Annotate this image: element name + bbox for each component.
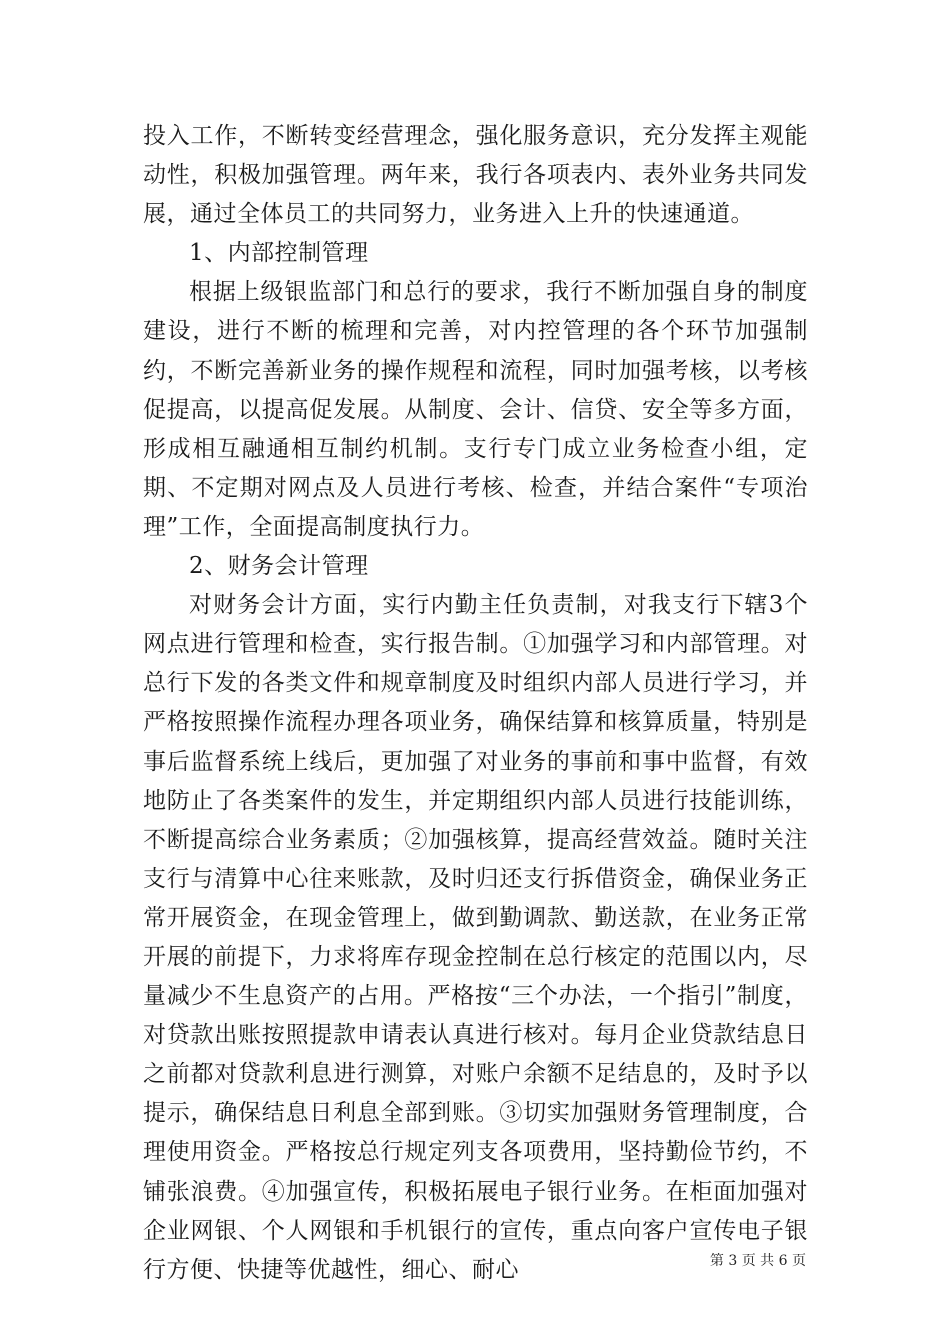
paragraph-internal-control: 根据上级银监部门和总行的要求，我行不断加强自身的制度建设，进行不断的梳理和完善，对内控管理的各个环节加强制约，不断完善新业务的操作规程和流程，同时加强考核，以考核促提高，以提高促发展。从制度、会计、信贷、安全等多方面，形成相互融通相互制约机制。支行专门成立业务检查小组，定期、不定期对网点及人员进行考核、检查，并结合案件“专项治理”工作，全面提高制度执行力。	[143, 279, 808, 540]
paragraph-intro-continuation: 投入工作，不断转变经营理念，强化服务意识，充分发挥主观能动性，积极加强管理。两年来，我行各项表内、表外业务共同发展，通过全体员工的共同努力，业务进入上升的快速通道。	[143, 123, 808, 228]
section-heading-finance-accounting: 2、财务会计管理	[189, 553, 369, 580]
paragraph-finance-accounting: 对财务会计方面，实行内勤主任负责制，对我支行下辖3个网点进行管理和检查，实行报告制。①加强学习和内部管理。对总行下发的各类文件和规章制度及时组织内部人员进行学习，并严格按照操作流程办理各项业务，确保结算和核算质量，特别是事后监督系统上线后，更加强了对业务的事前和事中监督，有效地防止了各类案件的发生，并定期组织内部人员进行技能训练，不断提高综合业务素质；②加强核算，提高经营效益。随时关注支行与清算中心往来账款，及时归还支行拆借资金，确保业务正常开展资金，在现金管理上，做到勤调款、勤送款，在业务正常开展的前提下，力求将库存现金控制在总行核定的范围以内，尽量减少不生息资产的占用。严格按“三个办法，一个指引”制度，对贷款出账按照提款申请表认真进行核对。每月企业贷款结息日之前都对贷款利息进行测算，对账户余额不足结息的，及时予以提示，确保结息日利息全部到账。③切实加强财务管理制度，合理使用资金。严格按总行规定列支各项费用，坚持勤俭节约，不铺张浪费。④加强宣传，积极拓展电子银行业务。在柜面加强对企业网银、个人网银和手机银行的宣传，重点向客户宣传电子银行方便、快捷等优越性，细心、耐心	[143, 592, 808, 1283]
section-heading-internal-control: 1、内部控制管理	[189, 240, 369, 267]
document-body	[143, 117, 808, 1290]
page-number-footer: 第 3 页 共 6 页	[709, 1253, 806, 1269]
